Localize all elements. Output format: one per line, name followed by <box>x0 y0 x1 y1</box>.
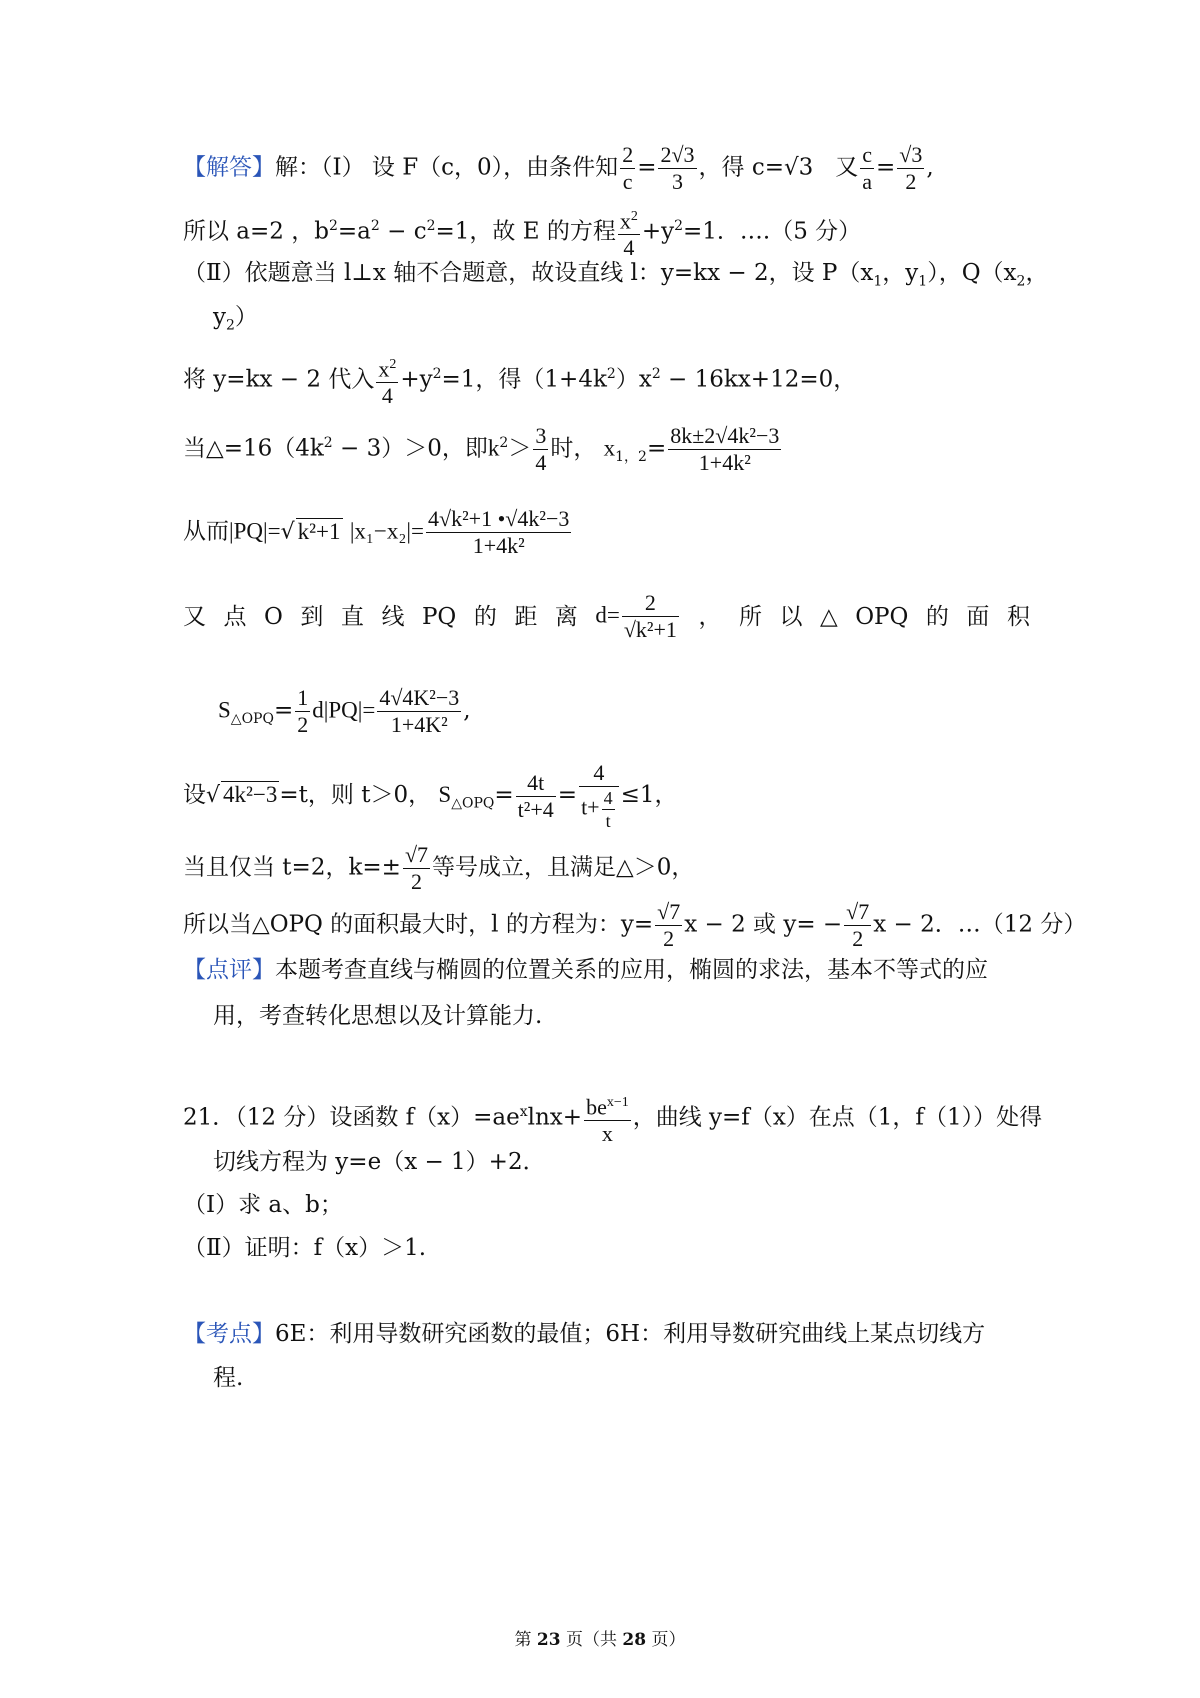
word-0: 又 <box>183 603 206 630</box>
solution-line-8 <box>183 590 1030 643</box>
solution-line-5: 将 y=kx − 2 代入 $\frac{x^2}{4}$ $+y^2=1$，得$(1+4k^2)x^2 - 16kx+12=0$， <box>183 352 1030 409</box>
word-13: △ <box>819 603 838 630</box>
word-12: 以 <box>779 603 803 630</box>
word-3: 到 <box>300 603 324 630</box>
fraction-2-over-c: $\frac{2}{c}$ <box>622 142 634 194</box>
fraction-sqrt3-over-2: $\frac{√3}{2}$ <box>899 142 923 194</box>
word-11: 所 <box>738 603 762 630</box>
solution-line-7: 从而|PQ|=√ k²+1 |x₁−x₂|= $\frac{\text{4√k²+1 •√4k²−3}}{\text{1+4k²}}$ <box>183 506 570 558</box>
fraction-4t: $\frac{4t}{\text{t²+4}}$ <box>517 769 554 822</box>
comment-line-2: 用，考查转化思想以及计算能力. <box>213 1003 543 1029</box>
word-2: O <box>264 603 283 630</box>
word-9: 离 <box>554 603 578 630</box>
fraction-sqrt7-over-2: $\frac{√7}{2}$ <box>657 899 681 951</box>
problem-21-part-2: （Ⅱ）证明：f（x）＞1. <box>183 1235 427 1261</box>
solution-line-2: 所以 a=2 ，$b^2=a^2 - c^2=1$，故 E 的方程 $\frac{x^2}{4}$ $+y^2=1$．….（5 分） <box>183 204 1030 261</box>
word-16: 面 <box>966 603 990 630</box>
distance-formula: d= $\frac{2}{\text{√k²+1}}$ <box>595 590 677 642</box>
word-10: ， <box>698 603 722 630</box>
solution-line-6: 当$\triangle=16(4k^2 - 3)>0$，即$k^2>$ $\frac{3}{4}$ 时， $x_{1,2}=$ $\frac{\text{8k±2√4k²−3}}{\text{1+4k²}}$ <box>183 423 780 475</box>
solution-line-3: （Ⅱ）依题意当 l⊥x 轴不合题意，故设直线 l：y=kx − 2，设 $P(x_1$，$y_1$），$Q(x_2$， <box>183 260 1049 290</box>
solution-line-9: $S_{\triangle OPQ}=$ $\frac{1}{2}$ d|PQ|= $\frac{\text{4√4K²−3}}{\text{1+4K²}}$ , <box>218 685 471 737</box>
fraction-c-over-a: $\frac{c}{a}$ <box>862 142 873 194</box>
word-14: OPQ <box>855 603 909 630</box>
problem-21-part-1: （Ⅰ）求 a、b； <box>183 1192 343 1218</box>
word-5: 线 <box>381 603 405 630</box>
fraction-3-over-4: $\frac{3}{4}$ <box>535 423 547 475</box>
fraction-pq-length: $\frac{\text{4√k²+1 •√4k²−3}}{\text{1+4k²}}$ <box>428 506 570 558</box>
solution-text: 解：（Ⅰ） 设 F（c，0），由条件知 <box>275 154 619 181</box>
word-7: 的 <box>473 603 497 630</box>
word-17: 积 <box>1006 603 1030 630</box>
fraction-4-over-t-plus: 4 t+ $\frac{4}{t}$ <box>579 760 619 832</box>
problem-21-line-1: 21．（12 分）设函数 $f(x)=ae^x\ln x+$ $\frac{be^{x-1}}{x}$ ，曲线 y=f（x）在点（1，f（1））处得 <box>183 1090 1030 1147</box>
solution-tag: 【解答】 <box>183 154 275 181</box>
fraction-1-over-2: $\frac{1}{2}$ <box>297 685 309 737</box>
kaodian-line-1: 【考点】6E：利用导数研究函数的最值；6H：利用导数研究曲线上某点切线方 <box>183 1321 986 1347</box>
fraction-x12-root-formula: $\frac{\text{8k±2√4k²−3}}{\text{1+4k²}}$ <box>670 423 780 475</box>
comment-tag: 【点评】 <box>183 957 275 983</box>
word-15: 的 <box>925 603 949 630</box>
fraction-sqrt7-over-2: $\frac{√7}{2}$ <box>404 842 429 894</box>
word-4: 直 <box>340 603 364 630</box>
page-footer: 第 23 页（共 28 页） <box>514 1630 686 1650</box>
kaodian-tag: 【考点】 <box>183 1321 275 1347</box>
comment-line-1: 【点评】本题考查直线与椭圆的位置关系的应用，椭圆的求法，基本不等式的应 <box>183 957 988 983</box>
word-8: 距 <box>514 603 538 630</box>
fraction-x2-over-4: $\frac{x^2}{4}$ <box>376 352 398 409</box>
fraction-sqrt7-over-2: $\frac{√7}{2}$ <box>846 899 870 951</box>
page-number: 23 <box>536 1630 561 1650</box>
fraction-x2-over-4: $\frac{x^2}{4}$ <box>618 204 640 261</box>
solution-line-1: 【解答】解：（Ⅰ） 设 F（c，0），由条件知 $\frac{2}{c}$ = $\frac{2√3}{3}$ ，得 c=√3 又 $\frac{c}{a}$ = $\frac{√3}{2}$ , <box>183 142 934 194</box>
solution-line-11: 当且仅当 t=2，k=± $\frac{√7}{2}$ 等号成立，且满足△＞0， <box>183 842 695 894</box>
page-total: 28 <box>622 1630 647 1650</box>
fraction-2sqrt3-over-3: $\frac{2√3}{3}$ <box>660 142 695 194</box>
word-1: 点 <box>223 603 247 630</box>
solution-line-12: 所以当△OPQ 的面积最大时，l 的方程为：y= $\frac{√7}{2}$ x − 2 或 y= − $\frac{√7}{2}$ x − 2．…（12 分） <box>183 899 1087 951</box>
sqrt3: √3 <box>784 154 814 181</box>
solution-line-10: 设√ 4k²−3=t，则 t＞0， $S_{\triangle OPQ}=$ $\frac{4t}{\text{t²+4}}$ = 4 t+ $\frac{4}{t}$ ≤1， <box>183 760 678 831</box>
kaodian-line-2: 程. <box>213 1365 244 1391</box>
fraction-be-over-x: $\frac{be^{x-1}}{x}$ <box>584 1090 631 1147</box>
solution-line-4: $y_2$） <box>213 304 258 334</box>
word-6: PQ <box>421 603 457 630</box>
fraction-area: $\frac{\text{4√4K²−3}}{\text{1+4K²}}$ <box>379 685 460 737</box>
problem-21-line-2: 切线方程为 y=e（x − 1）+2． <box>213 1149 546 1175</box>
